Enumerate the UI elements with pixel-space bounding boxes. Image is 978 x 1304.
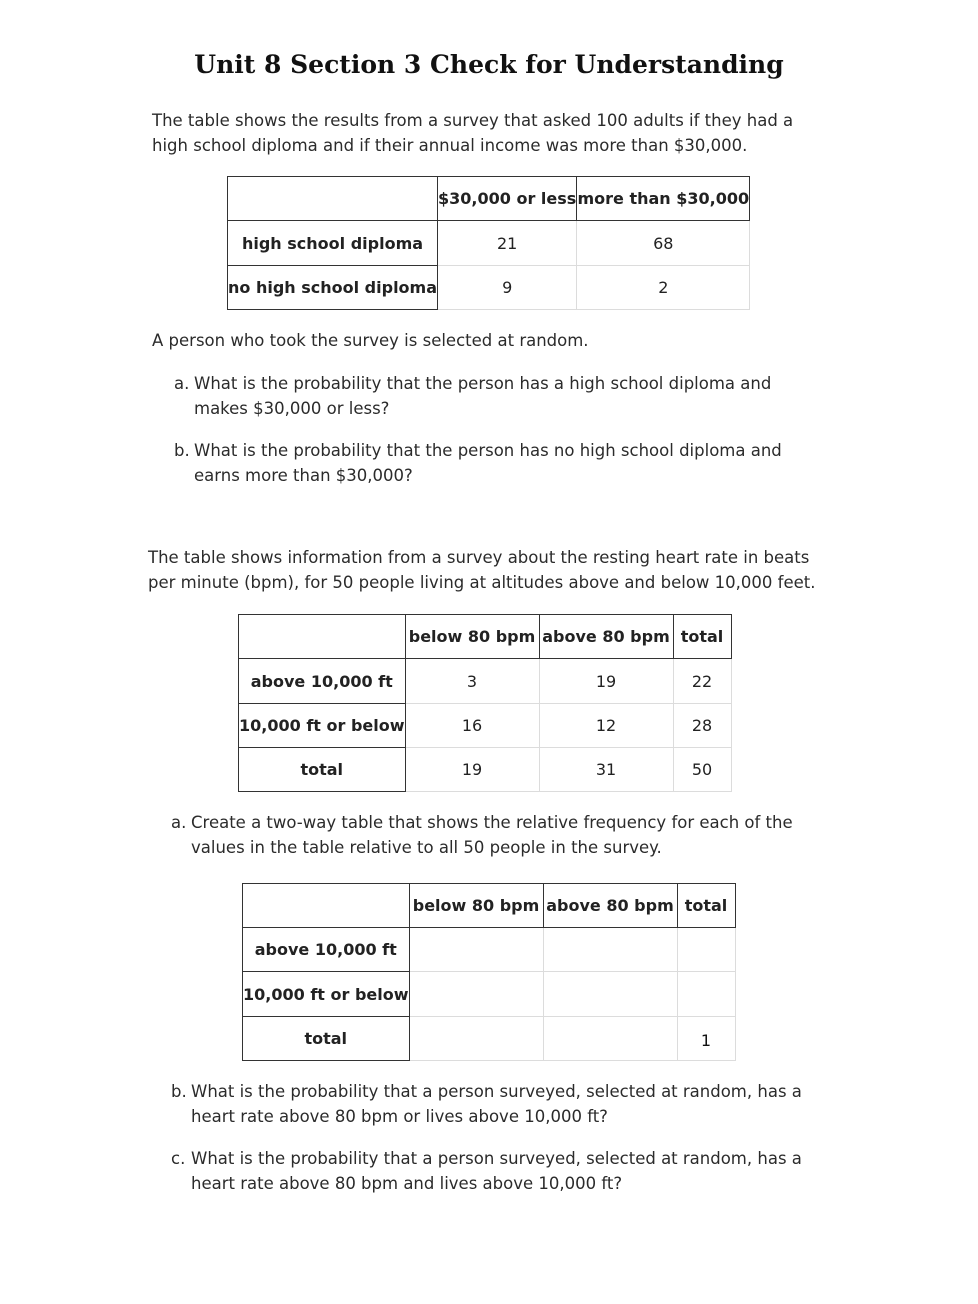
row-header: total (239, 748, 406, 792)
table-cell: 3 (405, 659, 539, 704)
column-header: above 80 bpm (539, 615, 673, 659)
answer-cell[interactable] (409, 928, 543, 972)
answer-cell[interactable] (543, 928, 677, 972)
answer-cell[interactable] (543, 1017, 677, 1061)
column-header: total (677, 884, 735, 928)
question-text: What is the probability that the person has no high school diploma and earns more than $30,000? (194, 441, 782, 485)
problem2-question-c (171, 1147, 816, 1196)
heart-rate-table (238, 614, 732, 792)
problem2-intro: The table shows information from a survey about the resting heart rate in beats per minute (bpm), for 50 people living at altitudes above and below 10,000 feet. (148, 548, 816, 592)
question-label: b. (171, 1082, 187, 1101)
table-cell: 19 (539, 659, 673, 704)
relative-frequency-table (242, 883, 736, 1061)
table-cell: 2 (577, 266, 750, 310)
problem1-question-b (174, 439, 814, 488)
table-cell: 28 (673, 704, 731, 748)
question-label: a. (174, 374, 190, 393)
row-header: total (243, 1017, 410, 1061)
question-label: a. (171, 813, 187, 832)
problem1-intro: The table shows the results from a survey that asked 100 adults if they had a high school diploma and if their annual income was more than $30,000. (152, 111, 794, 155)
column-header: below 80 bpm (409, 884, 543, 928)
row-header: 10,000 ft or below (239, 704, 406, 748)
column-header: total (673, 615, 731, 659)
answer-cell[interactable] (409, 972, 543, 1017)
row-header: above 10,000 ft (239, 659, 406, 704)
diploma-income-table (227, 176, 750, 310)
question-text: Create a two-way table that shows the relative frequency for each of the values in the table relative to all 50 people in the survey. (191, 813, 793, 857)
problem1-prompt: A person who took the survey is selected at random. (152, 331, 589, 350)
answer-cell[interactable] (677, 972, 735, 1017)
problem2-question-b (171, 1080, 816, 1129)
table-cell: 12 (539, 704, 673, 748)
row-header: no high school diploma (228, 266, 438, 310)
row-header: above 10,000 ft (243, 928, 410, 972)
table-corner-cell (243, 884, 410, 928)
table-cell: 16 (405, 704, 539, 748)
column-header: $30,000 or less (438, 177, 577, 221)
answer-cell[interactable] (543, 972, 677, 1017)
answer-cell[interactable] (409, 1017, 543, 1061)
question-label: b. (174, 441, 190, 460)
row-header: 10,000 ft or below (243, 972, 410, 1017)
table-cell: 21 (438, 221, 577, 266)
page-title: Unit 8 Section 3 Check for Understanding (194, 50, 784, 79)
question-text: What is the probability that a person surveyed, selected at random, has a heart rate above 80 bpm or lives above 10,000 ft? (191, 1082, 802, 1126)
question-text: What is the probability that a person surveyed, selected at random, has a heart rate above 80 bpm and lives above 10,000 ft? (191, 1149, 802, 1193)
column-header: above 80 bpm (543, 884, 677, 928)
answer-cell[interactable]: 1 (677, 1017, 735, 1061)
problem2-question-a (171, 811, 816, 860)
column-header: more than $30,000 (577, 177, 750, 221)
table-cell: 31 (539, 748, 673, 792)
column-header: below 80 bpm (405, 615, 539, 659)
question-text: What is the probability that the person has a high school diploma and makes $30,000 or less? (194, 374, 772, 418)
table-cell: 22 (673, 659, 731, 704)
table-cell: 68 (577, 221, 750, 266)
table-cell: 50 (673, 748, 731, 792)
table-cell: 19 (405, 748, 539, 792)
answer-cell[interactable] (677, 928, 735, 972)
row-header: high school diploma (228, 221, 438, 266)
table-corner-cell (239, 615, 406, 659)
question-label: c. (171, 1149, 186, 1168)
table-corner-cell (228, 177, 438, 221)
problem1-question-a (174, 372, 814, 421)
table-cell: 9 (438, 266, 577, 310)
